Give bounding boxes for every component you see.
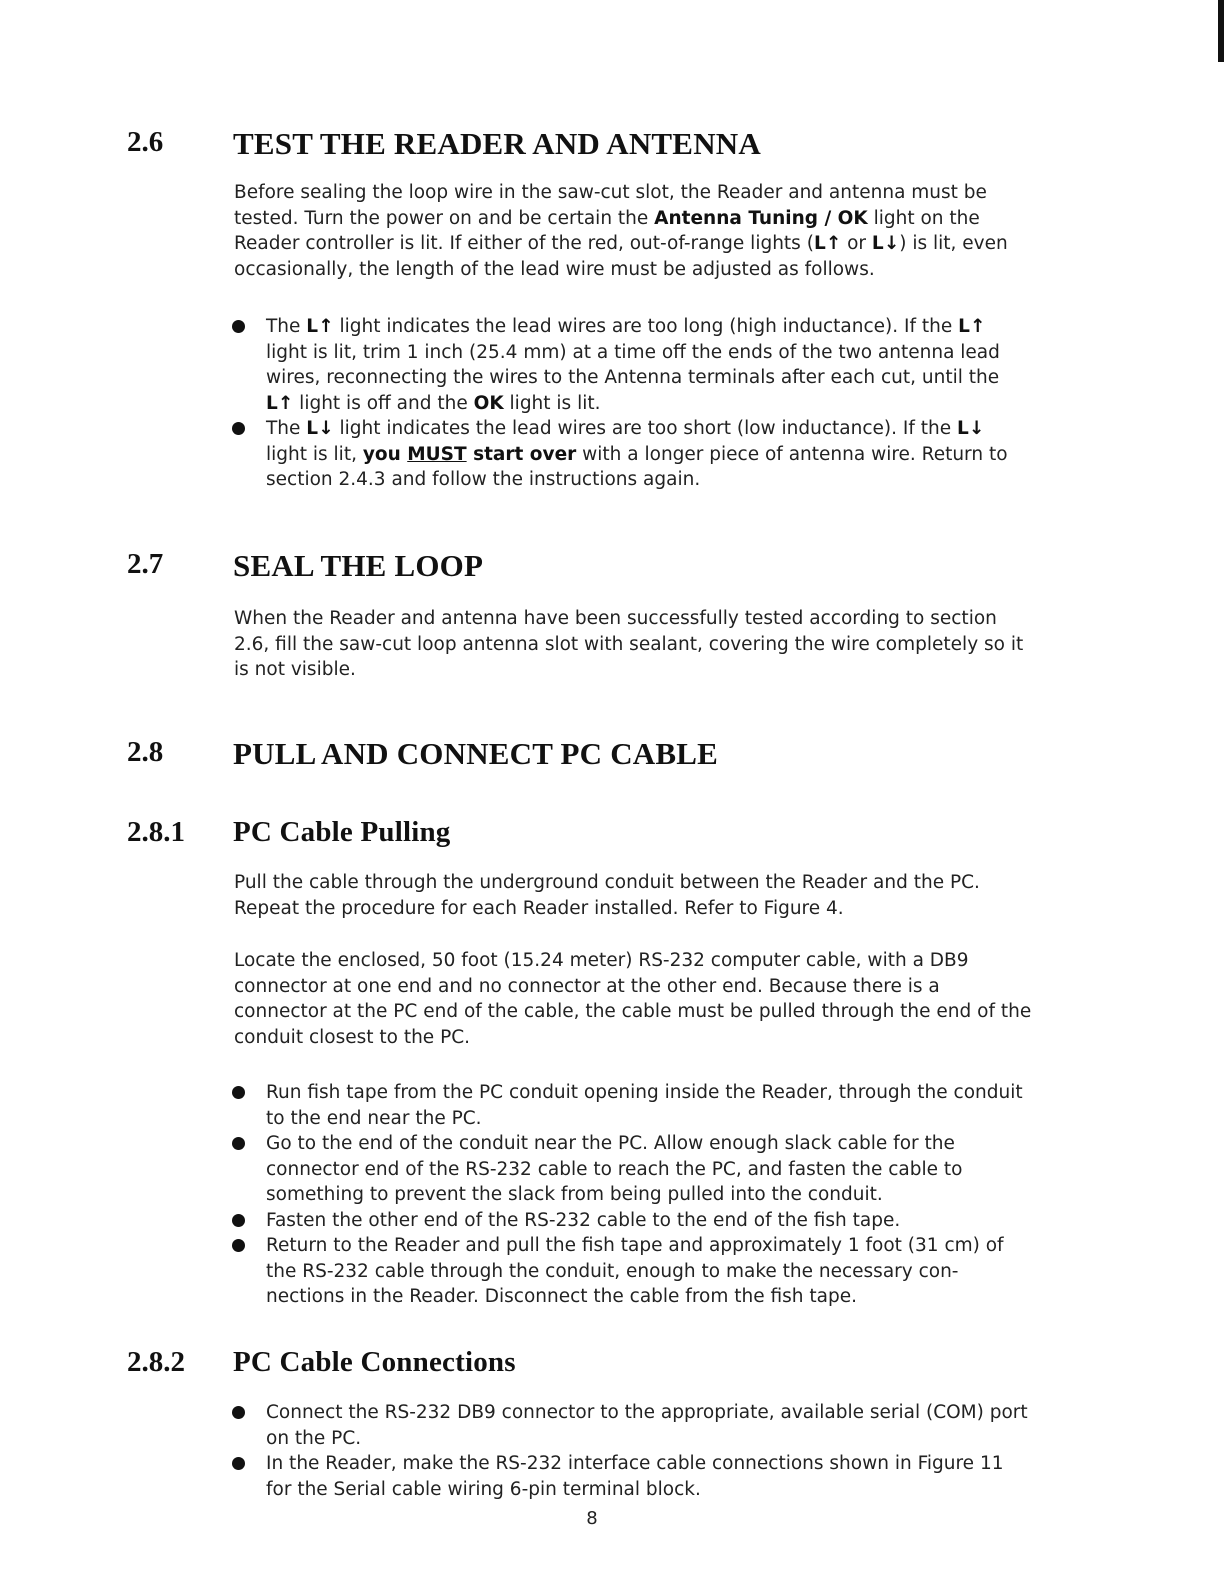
list-item-text: Run fish tape from the PC conduit opening inside the Reader, through the conduit to the end near the PC. (266, 1082, 1023, 1129)
section-number: 2.8 (127, 736, 164, 768)
subsection-heading (0, 1346, 1224, 1386)
section-title: TEST THE READER AND ANTENNA (233, 126, 761, 161)
list-item-text: Connect the RS-232 DB9 connector to the appropriate, available serial (COM) port on the PC. (266, 1402, 1028, 1449)
section-title: PC Cable Connections (233, 1346, 516, 1378)
section-2-6 (0, 126, 1224, 166)
text-run: with a longer piece of antenna wire. Return to section 2.4.3 and follow the instructions again. (266, 443, 1008, 490)
list-item-text: In the Reader, make the RS-232 interface cable connections shown in Figure 11 for the Serial cable wiring 6-pin terminal block. (266, 1453, 1004, 1500)
bold-text: start over (466, 443, 577, 465)
section-number: 2.8.1 (127, 816, 185, 848)
page-number: 8 (586, 1508, 598, 1529)
section-2-8-2 (0, 1346, 1224, 1386)
bullet-icon (232, 320, 245, 333)
scan-edge-mark (1218, 0, 1224, 62)
bullet-icon (232, 422, 245, 435)
list-item (230, 416, 1030, 493)
list-item (230, 314, 1030, 416)
bullet-icon (232, 1086, 245, 1099)
list-item-text: Go to the end of the conduit near the PC. Allow enough slack cable for the connector end of the RS-232 cable to reach the PC, and fasten the cable to something to prevent the slack from being pulled into the conduit. (266, 1133, 963, 1205)
section-heading (0, 126, 1224, 166)
bold-text: L↓ (306, 418, 334, 439)
section-number: 2.7 (127, 548, 164, 580)
bold-text: OK (473, 392, 504, 414)
bold-text: Antenna Tuning / OK (654, 207, 868, 229)
section-2-8 (0, 736, 1224, 776)
text-run: The (266, 316, 307, 337)
text-run: light on the Reader controller is lit. If either of the red, out-of-range lights ( (234, 207, 980, 254)
section-title: PC Cable Pulling (233, 816, 451, 848)
list-item (230, 1131, 1030, 1208)
subsection-heading (0, 816, 1224, 856)
text-run: light is off and the (293, 392, 474, 414)
bullet-icon (232, 1406, 245, 1419)
section-2-6-intro-paragraph (234, 180, 1034, 282)
text-run: ) is lit, even occasionally, the length of the lead wire must be adjusted as follows. (234, 233, 1008, 280)
section-2-8-2-bullet-list (230, 1400, 1030, 1502)
list-item-text: Return to the Reader and pull the fish tape and approximately 1 foot (31 cm) of the RS-232 cable through the conduit, enough to make the necessary con-nections in the Reader. Disconnect the cable from the fish tape. (266, 1235, 1004, 1307)
underlined-bold-text: MUST (407, 443, 467, 465)
list-item-text: Fasten the other end of the RS-232 cable to the end of the fish tape. (266, 1209, 901, 1231)
text-run: The (266, 418, 307, 439)
section-number: 2.6 (127, 126, 164, 158)
list-item (230, 1233, 1030, 1310)
section-2-6-bullet-list (230, 314, 1030, 493)
section-2-8-1-paragraph-1: Pull the cable through the underground conduit between the Reader and the PC. Repeat the procedure for each Reader installed. Refer to Figure 4. (234, 872, 980, 919)
text-run: light is lit, trim 1 inch (25.4 mm) at a time off the ends of the two antenna lead wires, reconnecting the wires to the Antenna terminals after each cut, until the (266, 341, 1000, 388)
section-2-8-1 (0, 816, 1224, 856)
text-run: light indicates the lead wires are too short (low inductance). If the (333, 418, 957, 439)
bold-text: L↑ (958, 316, 986, 337)
list-item (230, 1080, 1030, 1131)
section-number: 2.8.2 (127, 1346, 185, 1378)
section-2-8-1-bullet-list (230, 1080, 1030, 1310)
bold-text: L↓ (871, 233, 900, 254)
bullet-icon (232, 1137, 245, 1150)
list-item (230, 1451, 1030, 1502)
bullet-icon (232, 1239, 245, 1252)
bold-text: L↓ (956, 418, 985, 439)
bold-text: L↑ (813, 233, 842, 254)
section-title: SEAL THE LOOP (233, 548, 484, 583)
list-item (230, 1400, 1030, 1451)
list-item (230, 1208, 1030, 1234)
section-title: PULL AND CONNECT PC CABLE (233, 736, 719, 771)
section-2-7-paragraph: When the Reader and antenna have been successfully tested according to section 2.6, fill the saw-cut loop antenna slot with sealant, covering the wire completely so it is not visible. (234, 608, 1024, 680)
text-run: light is lit, (266, 443, 363, 465)
section-heading (0, 736, 1224, 776)
bold-text: L↑ (266, 392, 294, 414)
bold-text: L↑ (306, 316, 334, 337)
text-run: light is lit. (503, 392, 601, 414)
section-heading (0, 548, 1224, 588)
text-run: light indicates the lead wires are too long (high inductance). If the (333, 316, 959, 337)
text-run: or (841, 233, 872, 254)
bullet-icon (232, 1457, 245, 1470)
text-run: Before sealing the loop wire in the saw-cut slot, the Reader and antenna must be tested. Turn the power on and be certain the (234, 182, 987, 229)
section-2-7 (0, 548, 1224, 588)
bold-text: you (362, 443, 408, 465)
bullet-icon (232, 1214, 245, 1227)
section-2-8-1-paragraph-2: Locate the enclosed, 50 foot (15.24 meter) RS-232 computer cable, with a DB9 connector at one end and no connector at the other end. Because there is a connector at the PC end of the cable, the cable must be pulled through the end of the conduit closest to the PC. (234, 950, 1032, 1048)
